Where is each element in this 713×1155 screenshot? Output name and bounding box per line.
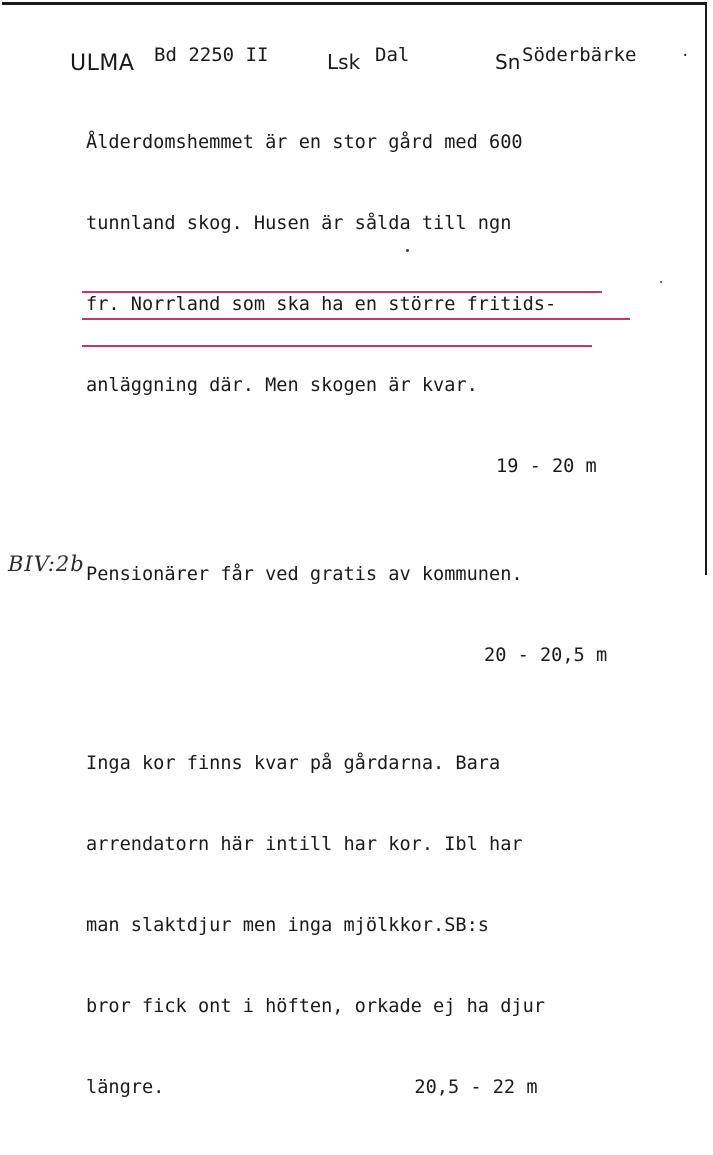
entry-1-line-4: anläggning där. Men skogen är kvar. [86, 375, 478, 396]
entry-1-range [86, 453, 676, 480]
archive-code: ULMA [70, 51, 135, 76]
bd-reference: Bd 2250 II [154, 44, 269, 66]
red-underline-1 [82, 291, 602, 293]
entry-3-line-4: bror fick ont i höften, orkade ej ha djur [86, 996, 545, 1017]
entry-1-range-text: 19 - 20 m [496, 456, 597, 477]
entry-3-line-5 [86, 1074, 676, 1101]
landskap-value: Dal [375, 44, 410, 66]
card-header [70, 43, 700, 76]
card-body [86, 75, 676, 1155]
entry-1-line-1: Ålderdomshemmet är en stor gård med 600 [86, 132, 523, 153]
entry-3-last-line: längre. [86, 1077, 165, 1098]
socken-value: Söderbärke [522, 44, 637, 66]
ink-speck [406, 249, 409, 252]
handwritten-shelfmark: BIV:2b [8, 552, 85, 576]
entry-2-range-text: 20 - 20,5 m [484, 645, 608, 666]
entry-3-line-3: man slaktdjur men inga mjölkkor.SB:s [86, 915, 489, 936]
entry-3-range-text: 20,5 - 22 m [414, 1077, 538, 1098]
entry-2-range [86, 642, 676, 669]
entry-3-line-2: arrendatorn här intill har kor. Ibl har [86, 834, 523, 855]
socken-label: Sn [495, 50, 521, 74]
entry-1-line-3: fr. Norrland som ska ha en större fritids- [86, 294, 557, 315]
entry-3-line-1: Inga kor finns kvar på gårdarna. Bara [86, 753, 501, 774]
ink-dot: · [681, 48, 690, 64]
entry-1-line-2: tunnland skog. Husen är sålda till ngn [86, 213, 512, 234]
red-underline-2 [82, 318, 630, 320]
index-card [2, 2, 707, 1098]
ink-speck [660, 281, 662, 283]
landskap-label: Lsk [327, 50, 361, 74]
red-underline-3 [82, 345, 592, 347]
entry-2-line-1: Pensionärer får ved gratis av kommunen. [86, 564, 523, 585]
